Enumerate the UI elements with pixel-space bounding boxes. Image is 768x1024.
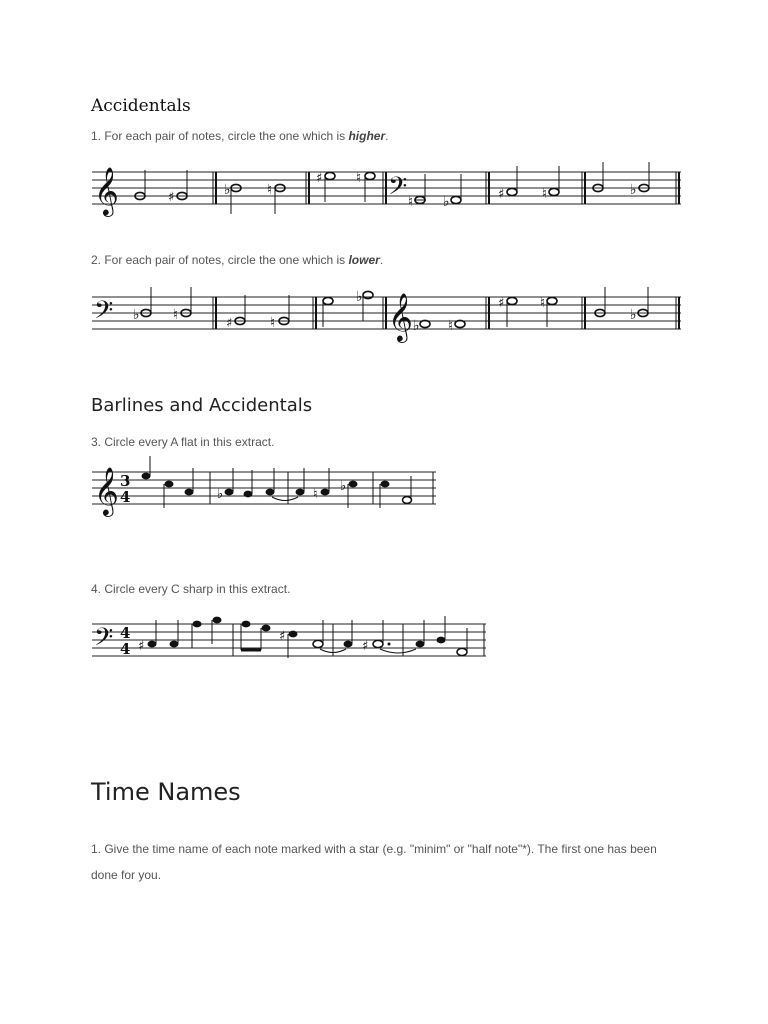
music-symbol: ♭ xyxy=(630,307,637,323)
music-symbol: ♯ xyxy=(138,639,145,654)
music-symbol: 𝄢 xyxy=(94,623,114,658)
section-title-barlines: Barlines and Accidentals xyxy=(91,395,313,416)
note-head xyxy=(289,631,298,638)
music-symbol: ♯ xyxy=(498,187,505,202)
music-symbol: 4 xyxy=(120,624,131,642)
note-head xyxy=(313,640,323,647)
note-head xyxy=(457,648,467,655)
music-symbol: ♮ xyxy=(270,315,276,331)
note-head xyxy=(437,637,446,644)
note-head xyxy=(262,625,271,632)
note-head xyxy=(193,621,202,628)
music-symbol: 4 xyxy=(120,640,131,658)
staff-lines xyxy=(92,624,486,656)
question-4-text: 4. Circle every C sharp in this extract. xyxy=(91,582,291,596)
music-symbol: ♭ xyxy=(217,487,224,502)
note-head xyxy=(213,617,222,624)
question-3-text: 3. Circle every A flat in this extract. xyxy=(91,435,275,449)
time-sig-top: 3 xyxy=(120,472,131,490)
flat-icon: ♭ xyxy=(224,182,231,198)
music-symbol: ♯ xyxy=(226,316,233,331)
music-symbol: ♮ xyxy=(356,170,362,186)
music-symbol: ♭ xyxy=(413,318,420,334)
tie-curve xyxy=(380,649,416,653)
music-symbol: ♭ xyxy=(133,307,140,323)
music-symbol: ♮ xyxy=(173,307,179,323)
question-1-text: 1. For each pair of notes, circle the one which is higher. xyxy=(91,129,389,143)
question-2-text: 2. For each pair of notes, circle the one which is lower. xyxy=(91,253,384,267)
sharp-icon: ♯ xyxy=(168,190,175,205)
time-sig-bottom: 4 xyxy=(120,488,131,506)
music-symbol: ♭ xyxy=(630,182,637,198)
note-head xyxy=(170,641,179,648)
section-title-accidentals: Accidentals xyxy=(91,96,191,116)
music-symbol: ♭ xyxy=(443,194,450,210)
section-title-time-names: Time Names xyxy=(91,778,241,806)
note-head xyxy=(242,621,251,628)
music-symbol: ♮ xyxy=(540,295,546,311)
music-symbol: ♯ xyxy=(498,296,505,311)
music-symbol: 𝄢 xyxy=(94,296,114,331)
music-symbol: ♯ xyxy=(316,171,323,186)
music-symbol: ♮ xyxy=(313,487,318,502)
question-5-text: 1. Give the time name of each note marked with a star (e.g. "minim" or "half note"*). The first one has been done for you. xyxy=(91,842,657,882)
music-symbol: ♭ xyxy=(356,289,363,305)
note-head xyxy=(148,641,157,648)
music-symbol: 𝄞 xyxy=(94,466,119,515)
music-symbol: ♭ xyxy=(340,479,347,494)
note-head xyxy=(373,640,383,647)
note-head xyxy=(344,641,353,648)
note-head xyxy=(416,641,425,648)
music-symbol: ♮ xyxy=(448,318,454,334)
music-symbol: ♮ xyxy=(542,186,548,202)
music-symbol: ♯ xyxy=(279,629,286,644)
music-symbol: ♯ xyxy=(362,639,369,654)
bass-clef-icon: 𝄢 xyxy=(388,172,408,207)
music-symbol: ♮ xyxy=(408,194,414,210)
treble-clef-icon: 𝄞 xyxy=(94,166,119,215)
music-symbol: 𝄞 xyxy=(388,292,413,341)
dot xyxy=(388,643,391,646)
natural-icon: ♮ xyxy=(267,182,273,198)
